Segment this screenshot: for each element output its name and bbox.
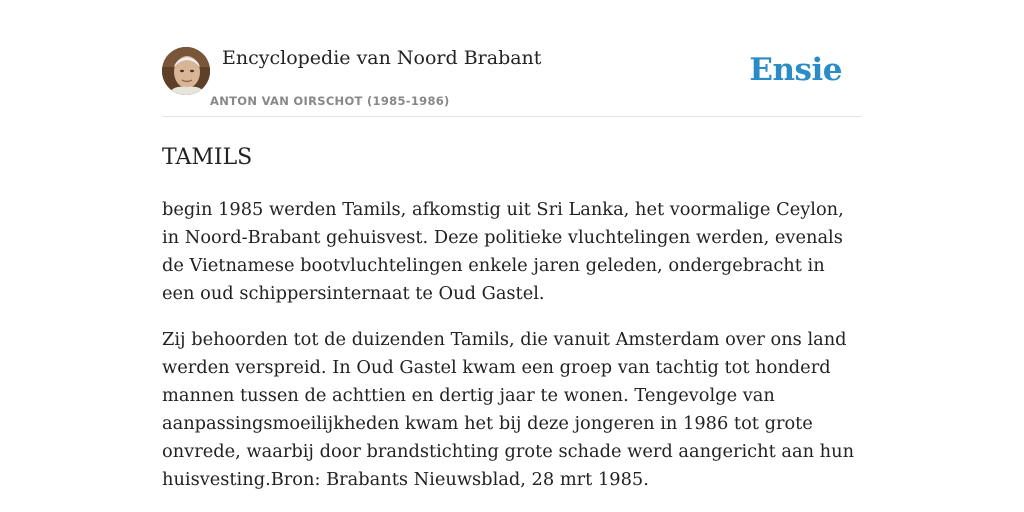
book-title[interactable]: Encyclopedie van Noord Brabant xyxy=(222,47,542,69)
ensie-logo[interactable]: Ensie xyxy=(749,52,842,88)
entry-card xyxy=(162,0,862,512)
entry-body xyxy=(162,196,862,494)
entry-title: TAMILS xyxy=(162,145,253,170)
author-portrait-icon xyxy=(162,47,210,95)
entry-paragraph: Zij behoorden tot de duizenden Tamils, die vanuit Amsterdam over ons land werden verspreid. In Oud Gastel kwam een groep van tachtig tot honderd mannen tussen de achttien en dertig jaar te wonen. Tengevolge van aanpassingsmoeilijkheden kwam het bij deze jongeren in 1986 tot grote onvrede, waarbij door brandstichting grote schade werd aangericht aan hun huisvesting.Bron: Brabants Nieuwsblad, 28 mrt 1985. xyxy=(162,329,855,490)
entry-paragraph: begin 1985 werden Tamils, afkomstig uit Sri Lanka, het voormalige Ceylon, in Noord-Brabant gehuisvest. Deze politieke vluchtelingen werden, evenals de Vietnamese bootvluchtelingen enkele jaren geleden, ondergebracht in een oud schippersinternaat te Oud Gastel. xyxy=(162,199,844,304)
author-name[interactable]: ANTON VAN OIRSCHOT (1985-1986) xyxy=(210,94,450,108)
entry-header xyxy=(162,0,862,117)
author-avatar[interactable] xyxy=(162,47,210,95)
